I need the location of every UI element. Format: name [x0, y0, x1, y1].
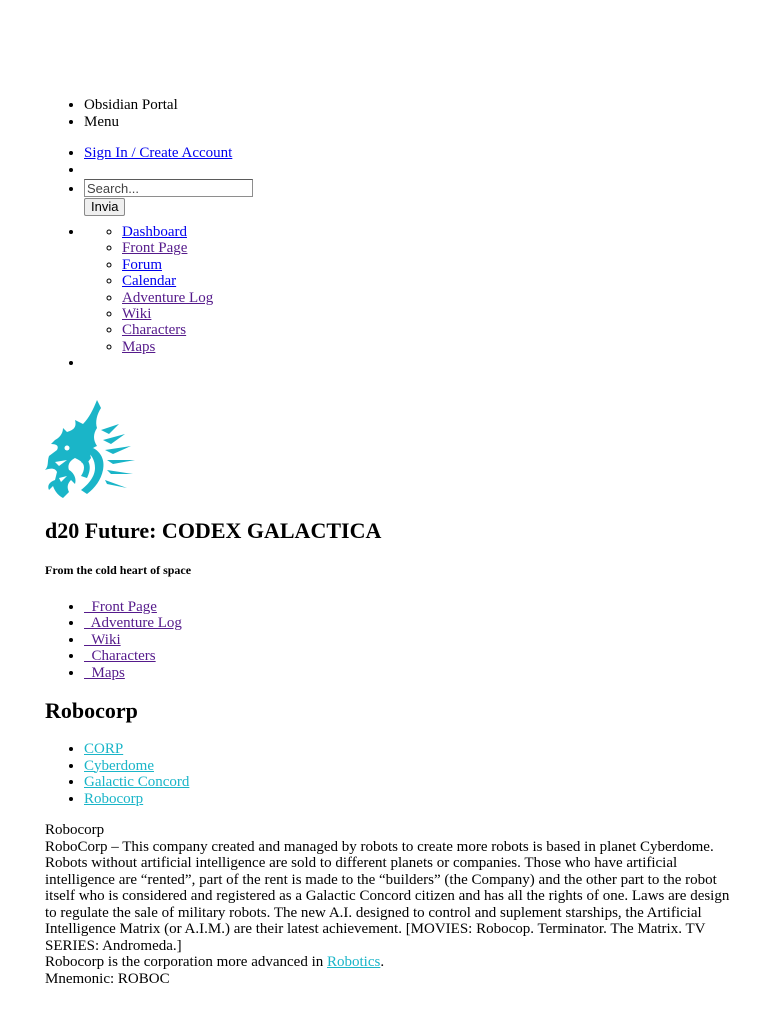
robotics-line-suffix: . [380, 954, 385, 970]
sign-in-link[interactable]: Sign In / Create Account [84, 145, 233, 161]
dragon-head-logo[interactable] [45, 400, 137, 500]
user-nav-item-sign-in [84, 145, 684, 162]
wiki-robotics-line [45, 954, 735, 971]
top-nav [84, 97, 684, 130]
wiki-mnemonic: Mnemonic: ROBOC [45, 970, 170, 987]
robotics-line-prefix: Robocorp is the corporation more advanced in [45, 954, 327, 970]
campaign-menu-forum[interactable]: Forum [122, 256, 163, 273]
tag-cyberdome[interactable]: Cyberdome [84, 757, 154, 774]
wiki-paragraph: RoboCorp – This company created and managed by robots to create more robots is based in planet Cyberdome. Robots without artificial intelligence are sold to different planets or companies. Those who have artificial intelligence are “rented”, part of the rent is made to the “builders” (the Company) and the other part to the robot itself who is considered and registered as a Galactic Concord citizen and has all the rights of one. Laws are design to regulate the sale of military robots. The new A.I. designed to control and suplement starships, the Artificial Intelligence Matrix (or A.I.M.) are their latest achievement. [MOVIES: Robocop. Terminator. The Matrix. TV SERIES: Andromeda.] [45, 838, 730, 954]
page-title: Robocorp [45, 698, 138, 723]
campaign-menu-dashboard[interactable]: Dashboard [122, 224, 187, 240]
campaign-menu-wiki[interactable]: Wiki [122, 305, 152, 322]
campaign-nav-wiki[interactable]: Wiki [84, 631, 121, 648]
wiki-heading-line: Robocorp [45, 822, 105, 838]
user-nav-item-campaign-menu [84, 224, 684, 355]
campaign-menu-characters[interactable]: Characters [122, 322, 187, 339]
campaign-title: d20 Future: CODEX GALACTICA [45, 518, 382, 543]
robotics-link[interactable]: Robotics [327, 954, 381, 970]
user-nav-item-empty-2 [84, 355, 684, 372]
search-button[interactable]: • Invia [84, 198, 125, 216]
top-nav-item-obsidian-portal[interactable]: • Obsidian Portal [84, 97, 684, 114]
user-nav-item-empty [84, 162, 684, 179]
dragon-head-logo-icon [45, 400, 137, 500]
user-nav-item-search [84, 179, 684, 224]
campaign-nav-characters[interactable]: Characters [84, 648, 156, 665]
tag-corp[interactable]: CORP [84, 741, 124, 757]
campaign-nav-adventure-log[interactable]: Adventure Log [84, 615, 182, 632]
tag-robocorp[interactable]: Robocorp [84, 790, 144, 807]
campaign-menu-front-page[interactable]: Front Page [122, 240, 188, 257]
tag-galactic-concord[interactable]: Galactic Concord [84, 774, 190, 791]
top-nav-item-menu[interactable]: • Menu [84, 114, 684, 131]
user-nav [84, 145, 684, 372]
campaign-menu-calendar[interactable]: Calendar [122, 273, 177, 290]
tag-list [84, 741, 684, 807]
campaign-menu [122, 224, 684, 355]
campaign-menu-adventure-log[interactable]: Adventure Log [122, 289, 214, 306]
campaign-menu-maps[interactable]: Maps [122, 338, 156, 355]
campaign-subtitle: From the cold heart of space [45, 563, 192, 577]
wiki-body [45, 822, 735, 987]
campaign-nav-front-page[interactable]: Front Page [84, 599, 157, 615]
search-input[interactable] [84, 179, 253, 197]
campaign-nav-maps[interactable]: Maps [84, 664, 125, 681]
campaign-nav [84, 599, 684, 681]
